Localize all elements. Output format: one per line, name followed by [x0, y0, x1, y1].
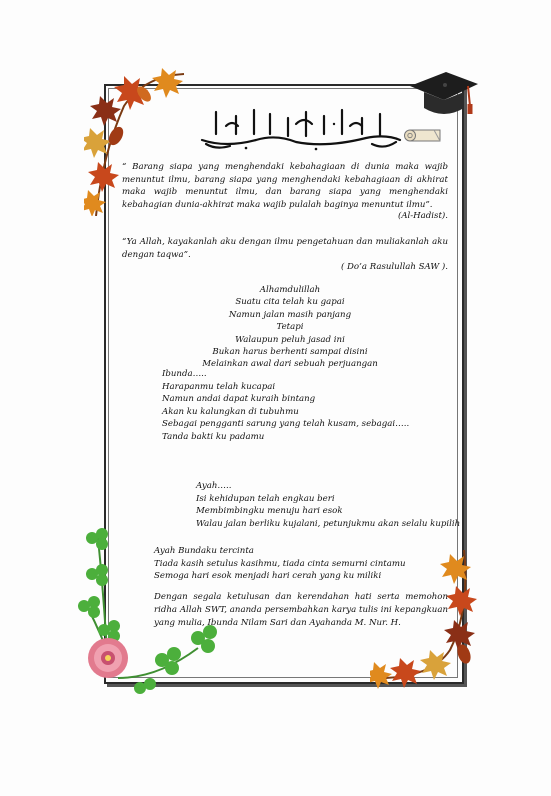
- ibunda-line: Akan ku kalungkan di tubuhmu: [162, 406, 299, 417]
- poem-line: Namun jalan masih panjang: [228, 309, 352, 320]
- ibunda-line: Harapanmu telah kucapai: [162, 381, 276, 392]
- ayah-line: Isi kehidupan telah engkau beri: [196, 493, 335, 504]
- doa-source: ( Do’a Rasulullah SAW ).: [340, 262, 448, 272]
- poem-line: Tetapi: [276, 322, 304, 333]
- ayah-line: Membimbingku menuju hari esok: [196, 506, 343, 517]
- hadist-source: (Al-Hadist).: [397, 211, 448, 221]
- ibunda-line: Namun andai dapat kuraih bintang: [162, 394, 316, 405]
- parents-line: Semoga hari esok menjadi hari cerah yang ku miliki: [154, 571, 382, 582]
- doa-quote: “Ya Allah, kayakanlah aku dengan ilmu pengetahuan dan muliakanlah aku dengan taqwa”.: [122, 237, 448, 260]
- parents-line: Tiada kasih setulus kasihmu, tiada cinta semurni cintamu: [154, 558, 406, 569]
- ayah-line: Ayah…..: [196, 481, 232, 491]
- ibunda-line: Ibunda…..: [162, 369, 207, 379]
- parents-closing: [154, 545, 454, 583]
- hadist-quote: “ Barang siapa yang menghendaki kebahagiaan di dunia maka wajib menuntut ilmu, barang siapa yang menghendaki kebahagiaan di akhirat maka wajib menuntut ilmu, dan barang siapa yang menghendaki kebahagian dunia-akhirat maka wajib pulalah baginya menuntut ilmu”.: [122, 162, 448, 210]
- bismillah-calligraphy: [196, 104, 406, 152]
- poem-line: Melainkan awal dari sebuah perjuangan: [202, 359, 378, 370]
- ibunda-line: Sebagai pengganti sarung yang telah kusam, sebagai…..: [162, 419, 410, 430]
- ibunda-verse: [162, 368, 422, 444]
- poem-line: Walaupun peluh jasad ini: [235, 334, 345, 345]
- graduation-cap-icon: [408, 66, 480, 128]
- poem-line: Suatu cita telah ku gapai: [235, 297, 345, 308]
- parents-line: Ayah Bundaku tercinta: [154, 546, 254, 556]
- ayah-verse: [196, 480, 461, 530]
- dedication-paragraph: Dengan segala ketulusan dan kerendahan hati serta memohon ridha Allah SWT, ananda persembahkan karya tulis ini kepangkuan yang mulia, Ibunda Nilam Sari dan Ayahanda M. Nur. H.: [154, 592, 448, 628]
- poem-line: Alhamdulillah: [259, 285, 321, 295]
- ibunda-line: Tanda bakti ku padamu: [162, 431, 265, 442]
- poem-line: Bukan harus berhenti sampai disini: [212, 347, 368, 358]
- poem-block: [200, 284, 380, 371]
- ayah-line: Walau jalan berliku kujalani, petunjukmu akan selalu kupilih: [196, 518, 461, 529]
